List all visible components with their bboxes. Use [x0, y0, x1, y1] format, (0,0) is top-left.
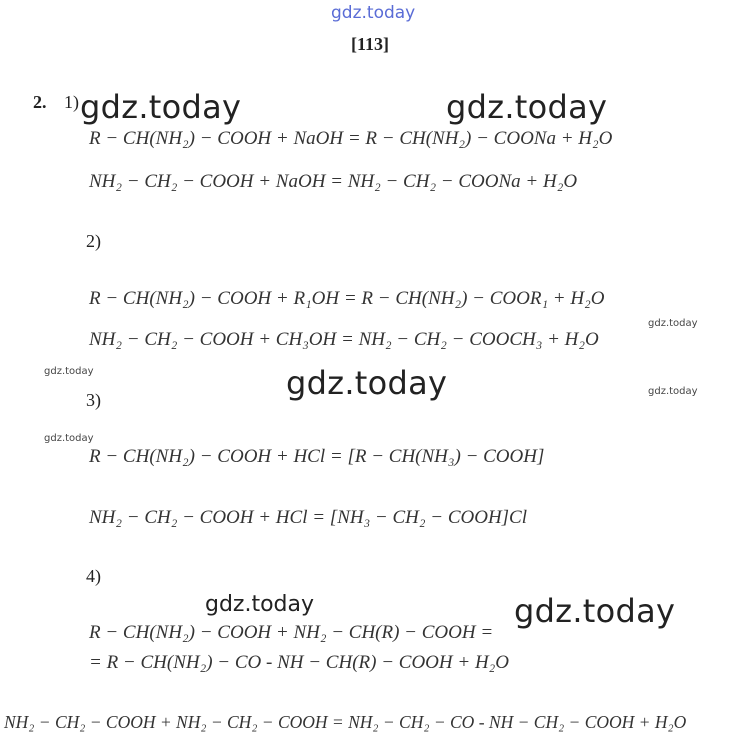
- part-1-equation-1: R − CH(NH₂) − COOH + NaOH = R − CH(NH₂) − COONa + H₂O: [89, 128, 613, 149]
- part-4-equation-3: NH₂ − CH₂ − COOH + NH₂ − CH₂ − COOH = NH₂ − CH₂ − CO - NH − CH₂ − COOH + H₂O: [4, 712, 687, 732]
- part-2-equation-1: R − CH(NH₂) − COOH + R₁OH = R − CH(NH₂) − COOR₁ + H₂O: [89, 288, 605, 309]
- part-4-label: 4): [86, 566, 101, 586]
- watermark-large: gdz.today: [80, 88, 242, 126]
- page-number: [113]: [351, 34, 389, 54]
- watermark-small: gdz.today: [648, 386, 698, 397]
- watermark-large: gdz.today: [514, 592, 676, 630]
- part-2-label: 2): [86, 231, 101, 251]
- watermark-small: gdz.today: [44, 433, 94, 444]
- part-4-equation-1: R − CH(NH₂) − COOH + NH₂ − CH(R) − COOH =: [89, 622, 494, 643]
- part-3-equation-2: NH₂ − CH₂ − COOH + HCl = [NH₃ − CH₂ − COOH]Cl: [89, 507, 528, 528]
- part-1-label: 1): [64, 92, 79, 112]
- problem-number: 2.: [33, 92, 47, 112]
- watermark-medium: gdz.today: [205, 592, 315, 617]
- part-1-equation-2: NH₂ − CH₂ − COOH + NaOH = NH₂ − CH₂ − COONa + H₂O: [89, 171, 578, 192]
- site-watermark: gdz.today: [331, 3, 416, 23]
- watermark-small: gdz.today: [648, 318, 698, 329]
- watermark-small: gdz.today: [44, 366, 94, 377]
- part-3-equation-1: R − CH(NH₂) − COOH + HCl = [R − CH(NH₃) − COOH]: [89, 446, 545, 467]
- watermark-large: gdz.today: [446, 88, 608, 126]
- part-3-label: 3): [86, 390, 101, 410]
- part-2-equation-2: NH₂ − CH₂ − COOH + CH₃OH = NH₂ − CH₂ − COOCH₃ + H₂O: [89, 329, 599, 350]
- watermark-large: gdz.today: [286, 364, 448, 402]
- part-4-equation-2: = R − CH(NH₂) − CO - NH − CH(R) − COOH + H₂O: [89, 652, 509, 673]
